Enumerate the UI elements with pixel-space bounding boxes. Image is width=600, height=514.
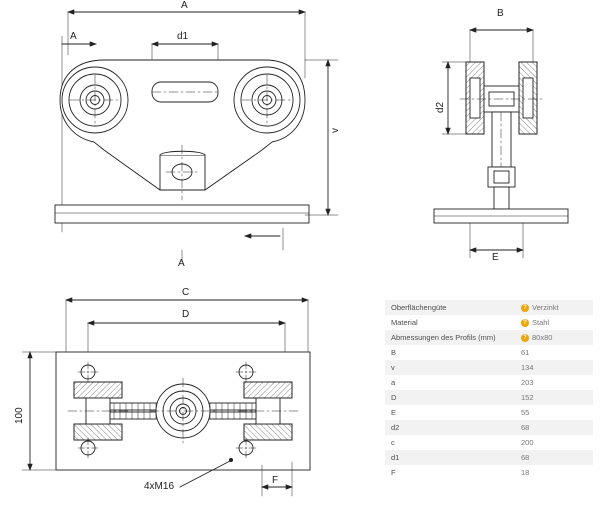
table-row <box>385 405 593 420</box>
spec-value: 18 <box>521 468 530 478</box>
spec-value-text: Stahl <box>532 318 550 328</box>
dim-label-d1: d1 <box>177 31 189 42</box>
dim-label-C: C <box>182 287 190 298</box>
spec-label: Material <box>391 318 418 328</box>
spec-value: 152 <box>521 393 534 403</box>
spec-label: Oberflächengüte <box>391 303 447 312</box>
specification-table <box>385 300 593 480</box>
dim-label-v: v <box>330 128 341 133</box>
spec-label: D <box>391 393 397 403</box>
table-row <box>385 465 593 480</box>
help-icon[interactable]: ? <box>521 304 529 312</box>
dim-label-A-section-bottom: A <box>178 258 185 269</box>
spec-value: 68 <box>521 453 530 463</box>
spec-value: 134 <box>521 363 534 373</box>
spec-value <box>515 315 593 330</box>
spec-value: 61 <box>521 348 530 358</box>
spec-label: Abmessungen des Profils (mm) <box>391 333 496 343</box>
spec-value: 55 <box>521 408 530 418</box>
table-row <box>385 450 593 465</box>
help-icon[interactable]: ? <box>521 319 529 327</box>
spec-label: c <box>391 438 395 448</box>
table-row <box>385 315 593 330</box>
table-row <box>385 435 593 450</box>
spec-label: a <box>391 378 396 388</box>
table-row <box>385 345 593 360</box>
dim-label-A-section-top: A <box>70 31 77 42</box>
spec-label: d2 <box>391 423 400 433</box>
spec-label: B <box>391 348 397 358</box>
table-row <box>385 390 593 405</box>
spec-label: v <box>391 363 395 373</box>
spec-value <box>515 300 593 315</box>
spec-label: d1 <box>391 453 400 463</box>
spec-table-body <box>385 300 593 480</box>
spec-value-text: Verzinkt <box>532 303 559 312</box>
table-row <box>385 330 593 345</box>
table-row <box>385 300 593 315</box>
dim-label-100: 100 <box>14 407 25 424</box>
spec-label: E <box>391 408 397 418</box>
spec-value: 200 <box>521 438 534 448</box>
spec-value <box>515 330 593 345</box>
spec-value: 68 <box>521 423 530 433</box>
spec-label: F <box>391 468 396 478</box>
spec-value: 203 <box>521 378 534 388</box>
dim-label-D: D <box>182 309 190 320</box>
dim-label-A-overall: A <box>181 0 188 11</box>
top-view <box>22 300 310 496</box>
table-row <box>385 375 593 390</box>
dim-label-d2: d2 <box>435 101 446 113</box>
help-icon[interactable]: ? <box>521 334 529 342</box>
front-view <box>55 12 338 262</box>
table-row <box>385 420 593 435</box>
dim-label-E: E <box>492 252 499 263</box>
dim-label-B: B <box>497 8 504 19</box>
table-row <box>385 360 593 375</box>
dim-label-4xM16: 4xM16 <box>144 481 175 492</box>
side-view <box>434 30 568 258</box>
spec-value-text: 80x80 <box>532 333 553 343</box>
dim-label-F: F <box>272 475 279 486</box>
